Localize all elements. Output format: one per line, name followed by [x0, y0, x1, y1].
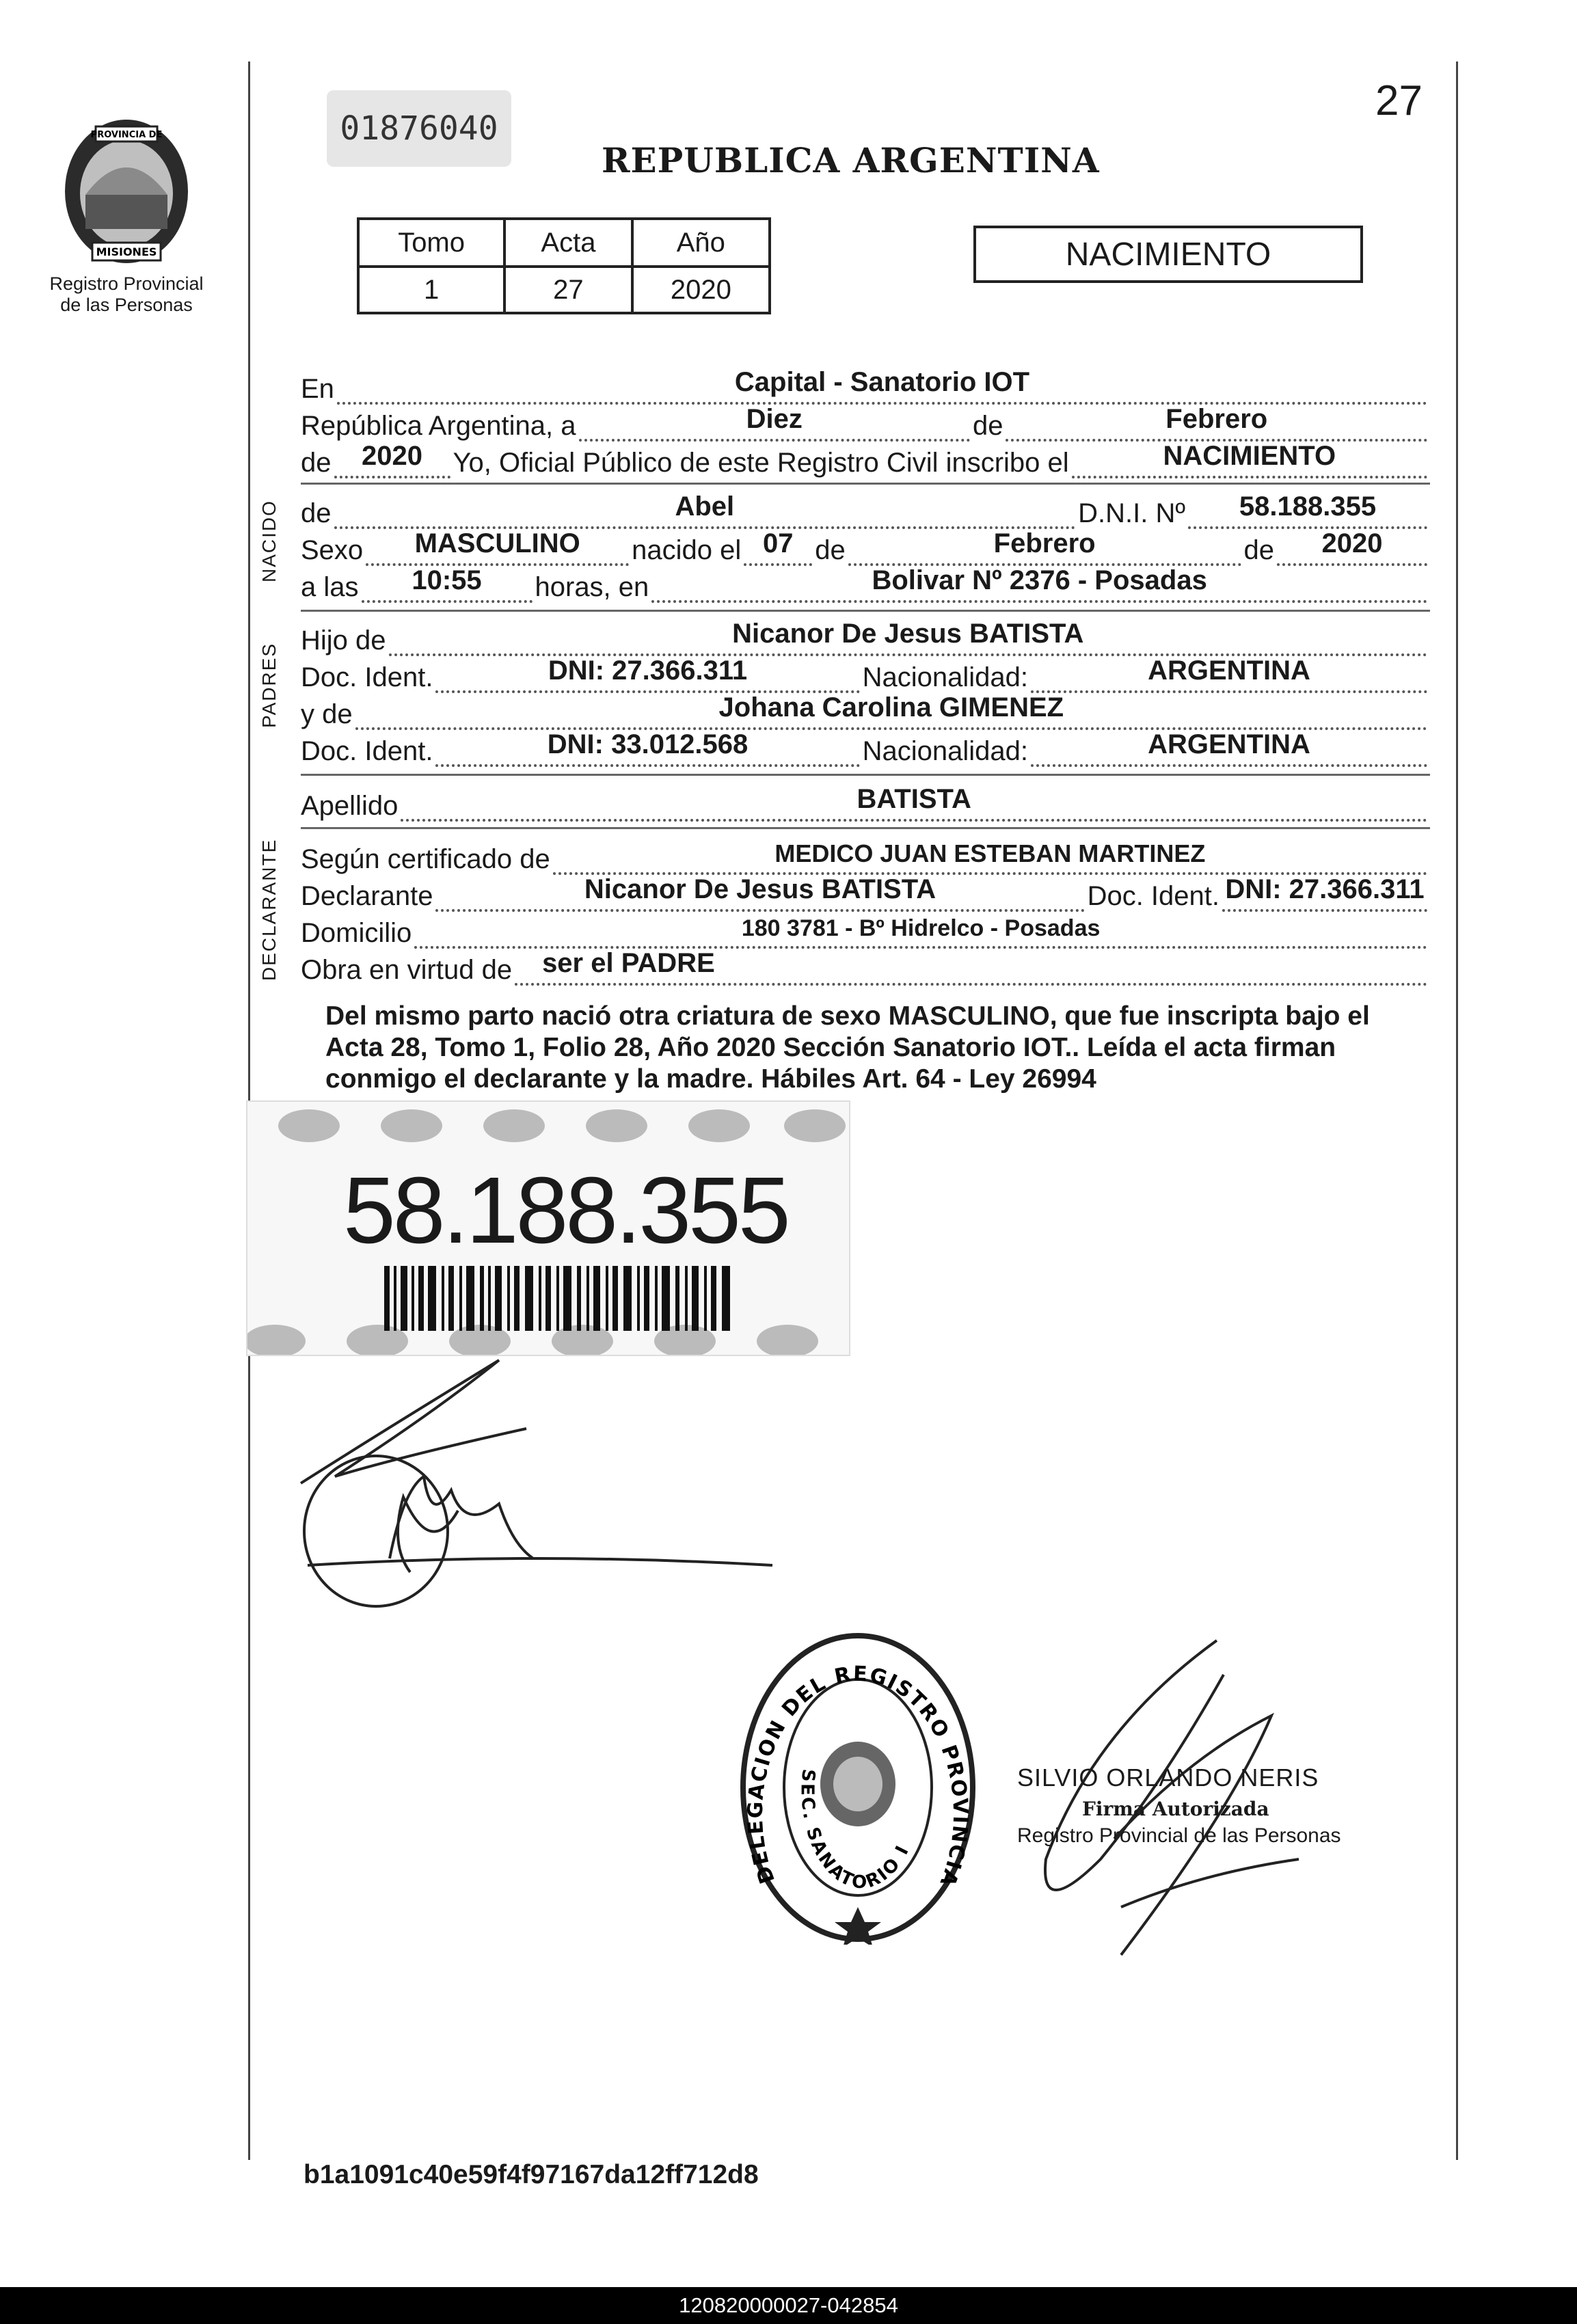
row-apellido — [301, 786, 1430, 822]
note-paragraph: Del mismo parto nació otra criatura de sexo MASCULINO, que fue inscripta bajo el Acta 28, Tomo 1, Folio 28, Año 2020 Sección Sanatorio IOT.. Leída el acta firman conmigo el declarante y la madre. Hábiles Art. 64 - Ley 26994 — [325, 1001, 1370, 1094]
registry-table — [357, 217, 771, 314]
stamp-ring-text: DELEGACION DEL REGISTRO PROVINCIA — [743, 1662, 973, 1891]
label-hijo-de: Hijo de — [301, 625, 386, 656]
label-obra: Obra en virtud de — [301, 955, 513, 985]
sticker-number: 58.188.355 — [343, 1158, 788, 1263]
signatory-office: Registro Provincial de las Personas — [1017, 1824, 1341, 1847]
label-republica: República Argentina, a — [301, 411, 576, 441]
table-value-acta: 27 — [504, 267, 632, 313]
row-obra — [301, 950, 1430, 986]
label-doc-ident-madre: Doc. Ident. — [301, 736, 433, 766]
section-nacido: NACIDO — [258, 500, 280, 582]
value-declarante-doc: DNI: 27.366.311 — [1225, 876, 1425, 904]
document-hash: b1a1091c40e59f4f97167da12ff712d8 — [304, 2160, 759, 2189]
value-acto: NACIMIENTO — [1163, 443, 1336, 471]
section-padres: PADRES — [258, 642, 280, 728]
declarant-signature-icon — [294, 1353, 786, 1613]
value-padre-nac: ARGENTINA — [1148, 658, 1310, 686]
right-margin-line — [1456, 62, 1458, 2160]
row-sexo — [301, 530, 1430, 566]
registry-logo — [48, 113, 205, 316]
label-dni: D.N.I. Nº — [1078, 498, 1185, 528]
value-padre: Nicanor De Jesus BATISTA — [732, 621, 1084, 649]
separator-4 — [301, 827, 1430, 829]
row-domicilio — [301, 913, 1430, 949]
row-madre — [301, 694, 1430, 730]
row-nombre — [301, 494, 1430, 529]
label-doc-ident-padre: Doc. Ident. — [301, 662, 433, 692]
label-de-anio: de — [301, 448, 332, 478]
value-mes-inscripcion: Febrero — [1165, 406, 1268, 434]
row-certificado — [301, 839, 1430, 875]
doc-type: NACIMIENTO — [1065, 236, 1271, 273]
label-nacionalidad-padre: Nacionalidad: — [862, 662, 1028, 692]
seal-text-bottom: MISIONES — [96, 245, 157, 258]
label-sexo: Sexo — [301, 535, 364, 565]
value-obra: ser el PADRE — [542, 950, 715, 978]
label-doc-ident-declarante: Doc. Ident. — [1087, 881, 1219, 911]
row-hora — [301, 567, 1430, 603]
seal-text-top: PROVINCIA DE — [90, 130, 163, 140]
table-value-tomo: 1 — [358, 267, 504, 313]
signatory-name: SILVIO ORLANDO NERIS — [1017, 1764, 1319, 1792]
value-anio-nac: 2020 — [1321, 530, 1383, 558]
label-horas-en: horas, en — [535, 572, 649, 602]
serial-number: 01876040 — [340, 109, 498, 148]
label-oficial: Yo, Oficial Público de este Registro Civil inscribo el — [453, 448, 1069, 478]
table-header-tomo: Tomo — [358, 219, 504, 267]
label-de-mes: de — [972, 411, 1003, 441]
dni-sticker — [246, 1100, 850, 1356]
value-nombre: Abel — [675, 494, 735, 522]
footer-bar — [0, 2287, 1577, 2324]
serial-stamp — [327, 90, 511, 167]
table-header-acta: Acta — [504, 219, 632, 267]
logo-caption-2: de las Personas — [60, 295, 193, 315]
value-lugar: Capital - Sanatorio IOT — [734, 369, 1030, 397]
value-dia-nac: 07 — [763, 530, 794, 558]
row-oficial — [301, 443, 1430, 478]
row-declarante — [301, 876, 1430, 912]
value-padre-doc: DNI: 27.366.311 — [548, 658, 748, 686]
separator-1 — [301, 483, 1430, 485]
separator-3 — [301, 774, 1430, 776]
value-madre-doc: DNI: 33.012.568 — [547, 731, 749, 759]
label-segun: Según certificado de — [301, 844, 550, 874]
doc-type-box — [973, 226, 1363, 283]
label-de-mes2: de — [815, 535, 846, 565]
row-padre — [301, 621, 1430, 656]
page-number: 27 — [1375, 77, 1423, 124]
label-de-anio2: de — [1243, 535, 1274, 565]
stamp-inner-text: SEC. SANATORIO I — [796, 1768, 914, 1893]
label-nacido-el: nacido el — [632, 535, 742, 565]
stamp-seal-icon — [738, 1630, 978, 1945]
footer-code: 120820000027-042854 — [679, 2293, 898, 2317]
row-padre-doc — [301, 658, 1430, 693]
label-en: En — [301, 374, 334, 404]
logo-caption-1: Registro Provincial — [49, 273, 204, 294]
label-apellido: Apellido — [301, 791, 399, 821]
value-madre: Johana Carolina GIMENEZ — [718, 694, 1064, 722]
misiones-seal-icon — [55, 113, 198, 270]
section-declarante: DECLARANTE — [258, 838, 280, 981]
label-de-nombre: de — [301, 498, 332, 528]
label-a-las: a las — [301, 572, 359, 602]
value-sexo: MASCULINO — [414, 530, 580, 558]
value-certificado: MEDICO JUAN ESTEBAN MARTINEZ — [774, 839, 1206, 867]
label-domicilio: Domicilio — [301, 918, 412, 948]
official-stamp — [738, 1630, 978, 1945]
table-value-anio: 2020 — [632, 267, 770, 313]
table-header-anio: Año — [632, 219, 770, 267]
value-dia-inscripcion: Diez — [746, 406, 803, 434]
signatory-block — [1017, 1764, 1414, 1848]
value-dni: 58.188.355 — [1239, 494, 1377, 522]
value-apellido: BATISTA — [857, 786, 971, 814]
separator-2 — [301, 610, 1430, 612]
barcode-icon — [384, 1266, 740, 1331]
label-declarante: Declarante — [301, 881, 433, 911]
row-lugar — [301, 369, 1430, 405]
value-madre-nac: ARGENTINA — [1148, 731, 1310, 759]
row-madre-doc — [301, 731, 1430, 767]
signatory-role: Firma Autorizada — [1082, 1798, 1269, 1820]
page-title: REPUBLICA ARGENTINA — [602, 140, 1100, 180]
value-anio-inscripcion: 2020 — [362, 443, 422, 471]
label-nacionalidad-madre: Nacionalidad: — [862, 736, 1028, 766]
value-lugar-nac: Bolivar Nº 2376 - Posadas — [872, 567, 1207, 595]
row-fecha-inscripcion — [301, 406, 1430, 442]
value-mes-nac: Febrero — [993, 530, 1096, 558]
value-declarante: Nicanor De Jesus BATISTA — [584, 876, 936, 904]
value-domicilio: 180 3781 - Bº Hidrelco - Posadas — [741, 915, 1101, 941]
value-hora: 10:55 — [412, 567, 482, 595]
label-y-de: y de — [301, 699, 353, 729]
